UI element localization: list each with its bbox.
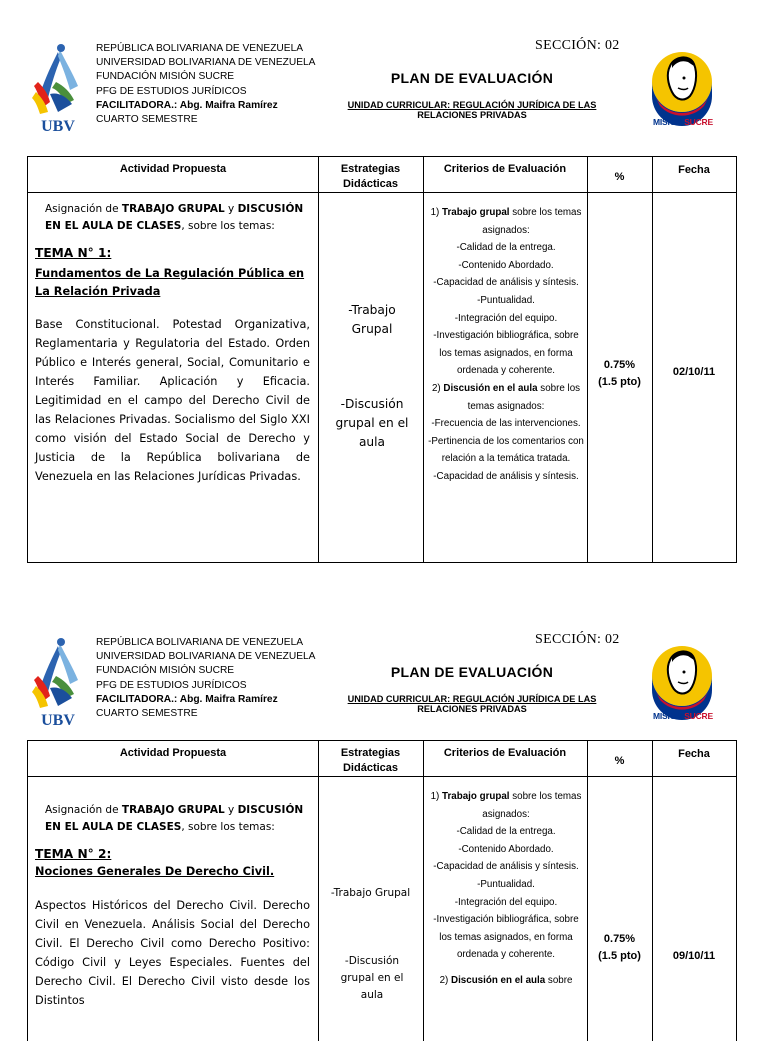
col-header-actividad: Actividad Propuesta [119,163,227,175]
col-header-actividad: Actividad Propuesta [119,747,227,759]
plan-title: PLAN DE EVALUACIÓN [390,70,554,86]
semestre: CUARTO SEMESTRE [96,708,198,720]
tema-body: Aspectos Históricos del Derecho Civil. Derecho Civil en Venezuela. Análisis Social del Derecho Civil. El Derecho Civil como Derecho Positivo: Código Civil y Leyes Especiales. Fuentes del Derecho Civil. El Derecho Civil visto desde los Distintos [35,899,310,1007]
facilitadora: FACILITADORA.: Abg. Maifra Ramírez [96,693,278,705]
seccion: SECCIÓN: 02 [535,632,620,647]
svg-text:UBV: UBV [41,712,75,728]
evaluation-table [27,740,737,1041]
svg-text:UBV: UBV [41,118,75,134]
col-header-criterios: Criterios de Evaluación [443,747,567,759]
col-header-fecha: Fecha [678,164,710,176]
tema-title: Fundamentos de La Regulación Pública en La Relación Privada [35,267,305,298]
semestre: CUARTO SEMESTRE [96,114,198,126]
plan-title: PLAN DE EVALUACIÓN [390,664,554,680]
estrategia-discusion: -Discusión grupal en el aula [335,397,409,449]
institution-line: REPÚBLICA BOLIVARIANA DE VENEZUELA [96,637,304,648]
activity-cell: Asignación de TRABAJO GRUPAL y DISCUSIÓN EN EL AULA DE CLASES, sobre los temas: TEMA N° 2: Nociones Generales De Derecho Civil. Aspectos Históricos del Derecho Civil. Derecho Civil en Venezuela. Análisis Social del Derecho Civil. El Derecho Civil como Derecho Positivo: Código Civil y Leyes Especiales. Fuentes del Derecho Civil. El Derecho Civil visto desde los Distintos [35,802,310,1010]
plan-header [0,38,768,154]
ubv-logo [30,42,86,134]
institution-info [96,42,315,127]
estrategia-trabajo-grupal: -Trabajo Grupal [330,887,411,899]
mision-sucre-logo [648,48,716,128]
criterios-cell: 1) Trabajo grupal sobre los temas asignados: -Calidad de la entrega. -Contenido Abordado. -Capacidad de análisis y síntesis. -Puntualidad. -Integración del equipo. -Investigación bibliográfica, sobre los temas asignados, en forma ordenada y coherente. 2) Discusión en el aula sobre [430,791,582,986]
estrategia-trabajo-grupal: -Trabajo Grupal [348,303,396,336]
institution-line: REPÚBLICA BOLIVARIANA DE VENEZUELA [96,43,304,54]
institution-info [96,636,315,721]
ubv-logo [30,636,86,728]
mision-sucre-label: MISION SUCRE [653,711,713,721]
institution-line: UNIVERSIDAD BOLIVARIANA DE VENEZUELA [96,57,316,69]
evaluation-table [27,156,737,563]
tema-heading: TEMA N° 1: [35,246,112,260]
unidad-curricular: UNIDAD CURRICULAR: REGULACIÓN JURÍDICA DE LAS RELACIONES PRIVADAS [347,100,597,120]
estrategia-discusion: -Discusión grupal en el aula [340,955,404,1001]
fecha: 09/10/11 [672,950,716,962]
mision-sucre-logo [648,642,716,722]
col-header-estrategias: Estrategias Didácticas [340,163,401,190]
plan-header [0,632,768,748]
percentage: 0.75% (1.5 pto) [598,359,641,388]
institution-line: PFG DE ESTUDIOS JURÍDICOS [96,85,247,97]
institution-line: FUNDACIÓN MISIÓN SUCRE [96,71,235,83]
mision-sucre-label: MISION SUCRE [653,117,713,127]
institution-line: UNIVERSIDAD BOLIVARIANA DE VENEZUELA [96,651,316,663]
col-header-estrategias: Estrategias Didácticas [340,747,401,774]
facilitadora: FACILITADORA.: Abg. Maifra Ramírez [96,99,278,111]
col-header-pct: % [614,755,625,767]
col-header-pct: % [614,171,625,183]
tema-title: Nociones Generales De Derecho Civil. [35,865,275,878]
col-header-criterios: Criterios de Evaluación [443,163,567,175]
unidad-curricular: UNIDAD CURRICULAR: REGULACIÓN JURÍDICA DE LAS RELACIONES PRIVADAS [347,694,597,714]
institution-line: PFG DE ESTUDIOS JURÍDICOS [96,679,247,691]
seccion: SECCIÓN: 02 [535,38,620,53]
tema-heading: TEMA N° 2: [35,847,112,861]
tema-body: Base Constitucional. Potestad Organizativa, Reglamentaria y Regulatoria del Estado. Orden Público e Interés general, Social, Comunitario e Interés Familiar. Aplicación y Eficacia. Legitimidad en el campo del Derecho Civil de las Relaciones Privadas. Socialismo del Siglo XXI como visión del Estado Social de Derecho y Justicia de la República bolivariana de Venezuela en las Relaciones Jurídicas Privadas. [35,318,310,483]
percentage: 0.75% (1.5 pto) [598,933,641,962]
fecha: 02/10/11 [672,366,716,378]
institution-line: FUNDACIÓN MISIÓN SUCRE [96,665,235,677]
criterios-cell: 1) Trabajo grupal sobre los temas asignados: -Calidad de la entrega. -Contenido Abordado. -Capacidad de análisis y síntesis. -Puntualidad. -Integración del equipo. -Investigación bibliográfica, sobre los temas asignados, en forma ordenada y coherente. 2) Discusión en el aula sobre los temas asignados: -Frecuencia de las intervenciones. -Pertinencia de los comentarios con relación a la temática tratada. -Capacidad de análisis y síntesis. [428,207,584,482]
activity-cell: Asignación de TRABAJO GRUPAL y DISCUSIÓN EN EL AULA DE CLASES, sobre los temas: TEMA N° 1: Fundamentos de La Regulación Pública en La Relación Privada Base Constitucional. Potestad Organizativa, Reglamentaria y Regulatoria del Estado. Orden Público e Interés general, Social, Comunitario e Interés Familiar. Aplicación y Eficacia. Legitimidad en el campo del Derecho Civil de las Relaciones Privadas. Socialismo del Siglo XXI como visión del Estado Social de Derecho y Justicia de la República bolivariana de Venezuela en las Relaciones Jurídicas Privadas. [35,201,310,486]
col-header-fecha: Fecha [678,748,710,760]
